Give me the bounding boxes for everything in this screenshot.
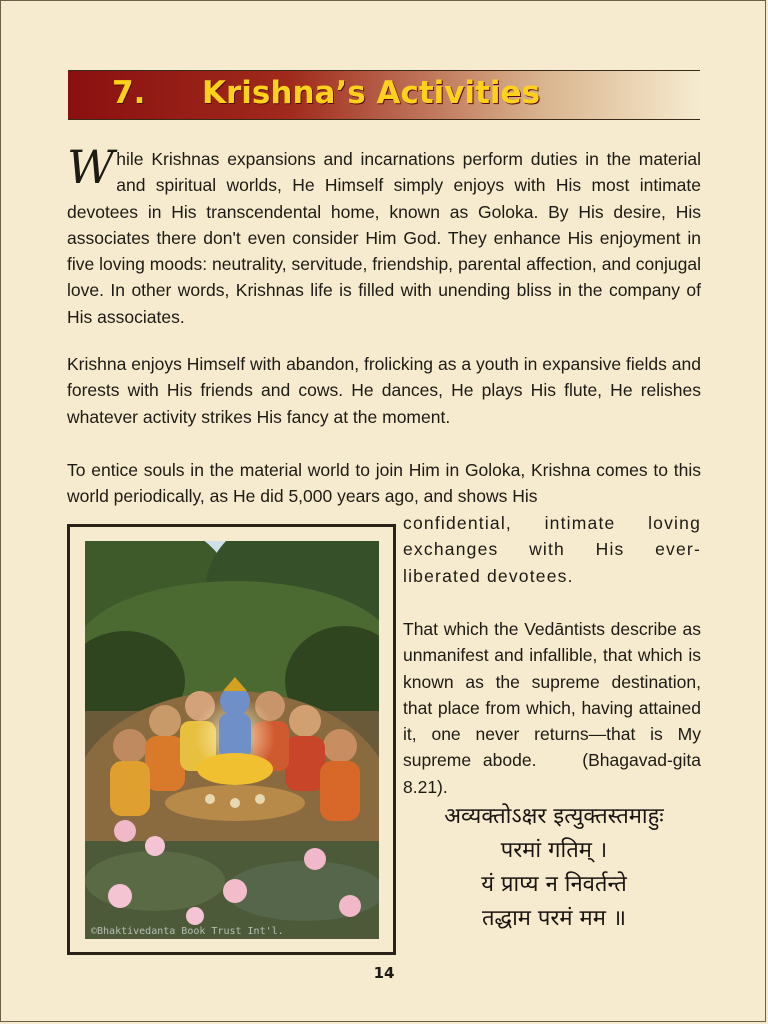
paragraph-frolic: Krishna enjoys Himself with abandon, frolicking as a youth in expansive fields and forests with His friends and cows. He dances, He plays His flute, He relishes whatever activity strikes His fancy at the moment. [67, 354, 701, 427]
gita-quote [403, 616, 701, 800]
chapter-title-bar [68, 70, 700, 120]
paragraph-entice-continued: confidential, intimate loving exchanges with His ever-liberated devotees. [403, 513, 701, 586]
sanskrit-line: अव्यक्तोऽक्षर इत्युक्तस्तमाहुः [444, 804, 664, 829]
paragraph-intro [67, 140, 701, 330]
chapter-title: Krishna’s Activities [202, 75, 541, 111]
krishna-painting-frame [67, 524, 396, 955]
paragraph-intro-text: hile Krishnas expansions and incarnations perform duties in the material and spiritual worlds, He Himself simply enjoys with His most intimate devotees in His transcendental home, known as Goloka. By His desire, His associates there don't even consider Him God. They enhance His enjoyment in five loving moods: neutrality, servitude, friendship, parental affection, and conjugal love. In other words, Krishnas life is filled with unending bliss in the company of His associates. [67, 149, 701, 327]
gita-quote-source: (Bhagavad-gita 8.21). [403, 750, 701, 797]
image-watermark: ©Bhaktivedanta Book Trust Int'l. [91, 926, 284, 937]
drop-cap: W [67, 140, 115, 194]
krishna-painting [85, 541, 379, 939]
paragraph-entice: To entice souls in the material world to join Him in Goloka, Krishna comes to this world periodically, as He did 5,000 years ago, and shows His [67, 460, 701, 507]
sanskrit-line: यं प्राप्य न निवर्तन्ते [481, 872, 627, 897]
sanskrit-line: तद्धाम परमं मम ॥ [481, 906, 627, 931]
painting-illustration [85, 541, 379, 939]
sanskrit-line: परमां गतिम् । [500, 838, 608, 863]
sanskrit-verse [404, 800, 704, 936]
gita-quote-text: That which the Vedāntists describe as unmanifest and infallible, that which is known as the supreme destination, that place from which, having attained it, one never returns—that is My supreme abode. [403, 619, 701, 771]
page-number: 14 [373, 964, 395, 982]
chapter-number: 7. [112, 75, 146, 111]
